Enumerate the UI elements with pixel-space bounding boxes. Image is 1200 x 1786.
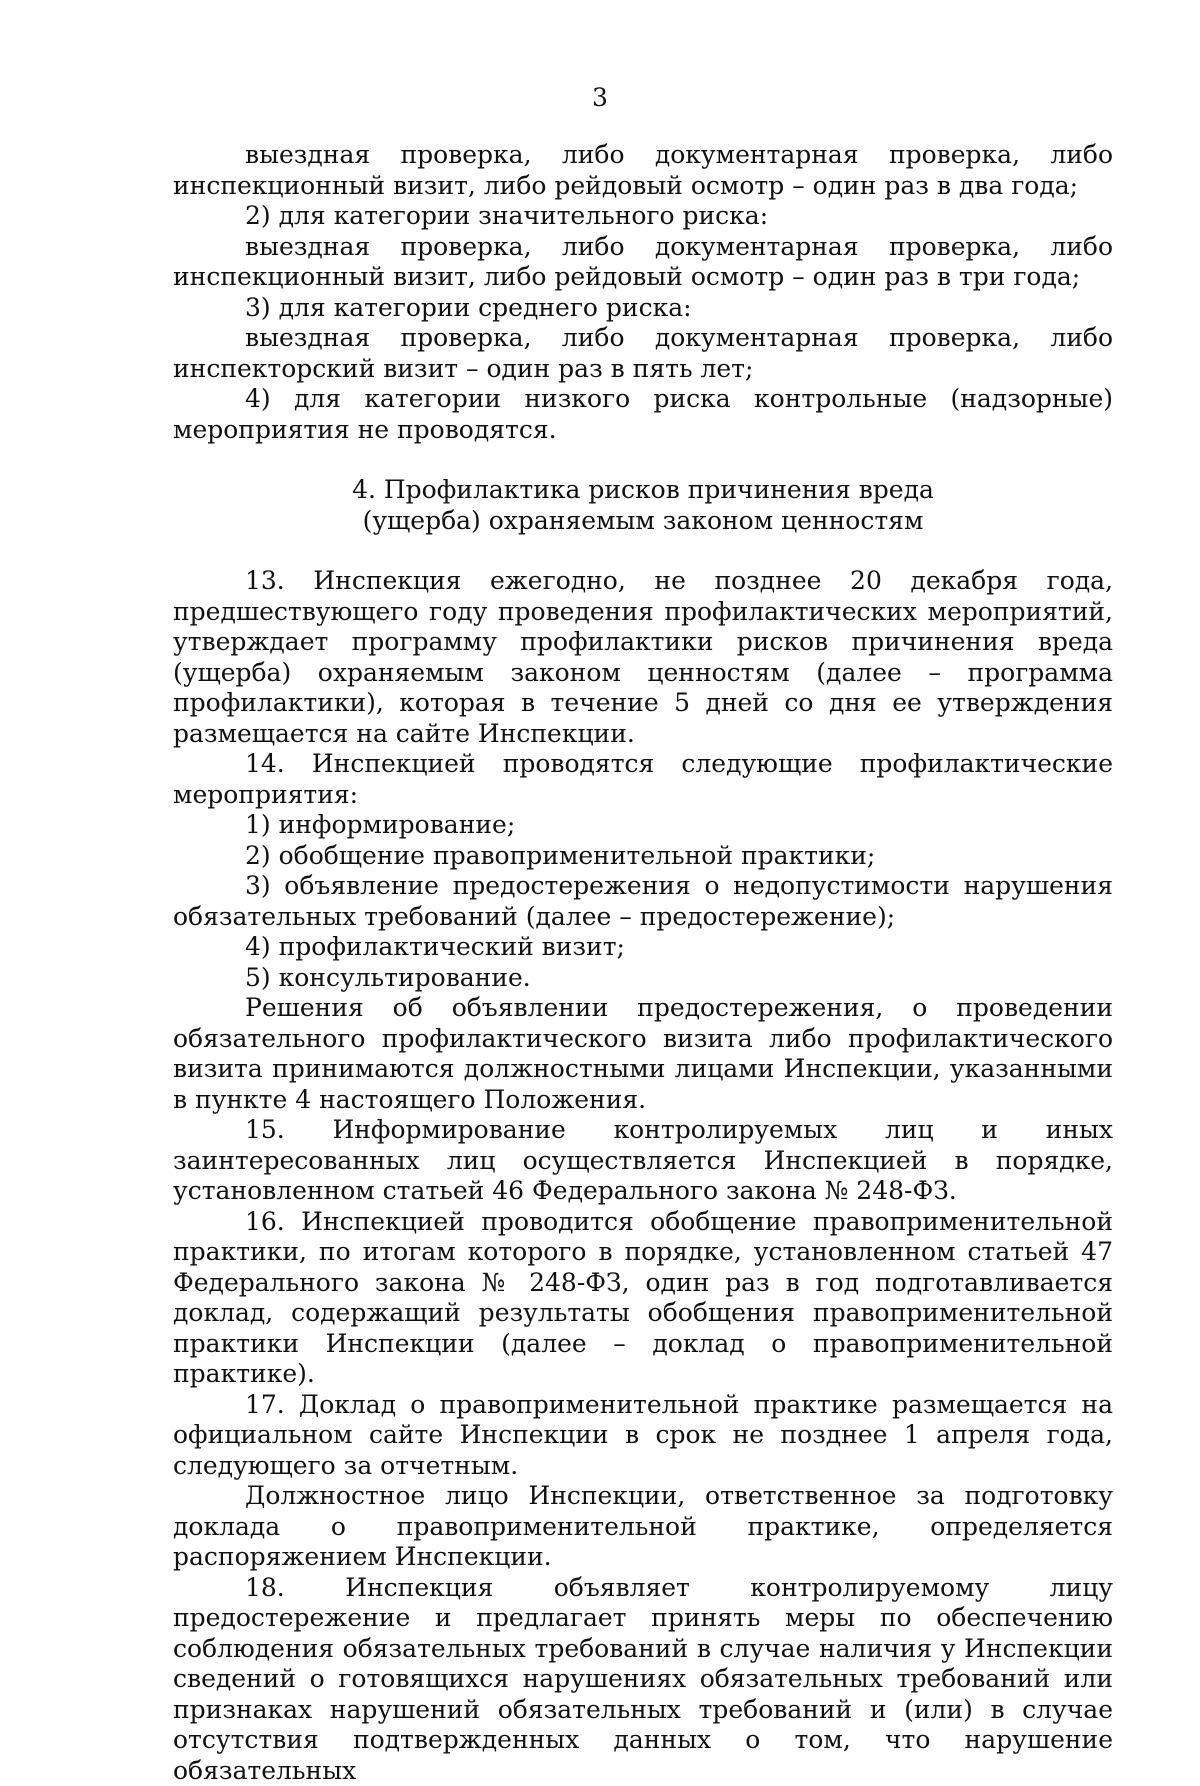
paragraph: 14. Инспекцией проводятся следующие профилактические мероприятия:: [173, 749, 1113, 810]
paragraph: 2) для категории значительного риска:: [173, 201, 1113, 232]
section-heading: [173, 475, 1113, 536]
paragraph: 18. Инспекция объявляет контролируемому лицу предостережение и предлагает принять меры по обеспечению соблюдения обязательных требований в случае наличия у Инспекции сведений о готовящихся нарушениях обязательных требований или признаках нарушений обязательных требований и (или) в случае отсутствия подтвержденных данных о том, что нарушение обязательных: [173, 1573, 1113, 1786]
section-heading-line: (ущерба) охраняемым законом ценностям: [173, 506, 1113, 537]
paragraph: 16. Инспекцией проводится обобщение правоприменительной практики, по итогам которого в порядке, установленном статьей 47 Федерального закона № 248-ФЗ, один раз в год подготавливается доклад, содержащий результаты обобщения правоприменительной практики Инспекции (далее – доклад о правоприменительной практике).: [173, 1207, 1113, 1390]
document-body: [173, 140, 1113, 1786]
paragraph: выездная проверка, либо документарная проверка, либо инспекционный визит, либо рейдовый осмотр – один раз в два года;: [173, 140, 1113, 201]
paragraph: выездная проверка, либо документарная проверка, либо инспекционный визит, либо рейдовый осмотр – один раз в три года;: [173, 232, 1113, 293]
page-number: 3: [0, 84, 1200, 112]
paragraph: выездная проверка, либо документарная проверка, либо инспекторский визит – один раз в пять лет;: [173, 323, 1113, 384]
paragraph: 4) для категории низкого риска контрольные (надзорные) мероприятия не проводятся.: [173, 384, 1113, 445]
paragraph: Решения об объявлении предостережения, о проведении обязательного профилактического визита либо профилактического визита принимаются должностными лицами Инспекции, указанными в пункте 4 настоящего Положения.: [173, 993, 1113, 1115]
paragraph: 15. Информирование контролируемых лиц и иных заинтересованных лиц осуществляется Инспекцией в порядке, установленном статьей 46 Федерального закона № 248-ФЗ.: [173, 1115, 1113, 1207]
paragraph: Должностное лицо Инспекции, ответственное за подготовку доклада о правоприменительной практике, определяется распоряжением Инспекции.: [173, 1481, 1113, 1573]
list-item: 4) профилактический визит;: [173, 932, 1113, 963]
list-item: 2) обобщение правоприменительной практики;: [173, 841, 1113, 872]
paragraph: 13. Инспекция ежегодно, не позднее 20 декабря года, предшествующего году проведения профилактических мероприятий, утверждает программу профилактики рисков причинения вреда (ущерба) охраняемым законом ценностям (далее – программа профилактики), которая в течение 5 дней со дня ее утверждения размещается на сайте Инспекции.: [173, 566, 1113, 749]
list-item: 1) информирование;: [173, 810, 1113, 841]
list-item: 5) консультирование.: [173, 963, 1113, 994]
paragraph: 17. Доклад о правоприменительной практике размещается на официальном сайте Инспекции в срок не позднее 1 апреля года, следующего за отчетным.: [173, 1390, 1113, 1482]
section-heading-line: 4. Профилактика рисков причинения вреда: [173, 475, 1113, 506]
paragraph: 3) для категории среднего риска:: [173, 293, 1113, 324]
list-item: 3) объявление предостережения о недопустимости нарушения обязательных требований (далее – предостережение);: [173, 871, 1113, 932]
